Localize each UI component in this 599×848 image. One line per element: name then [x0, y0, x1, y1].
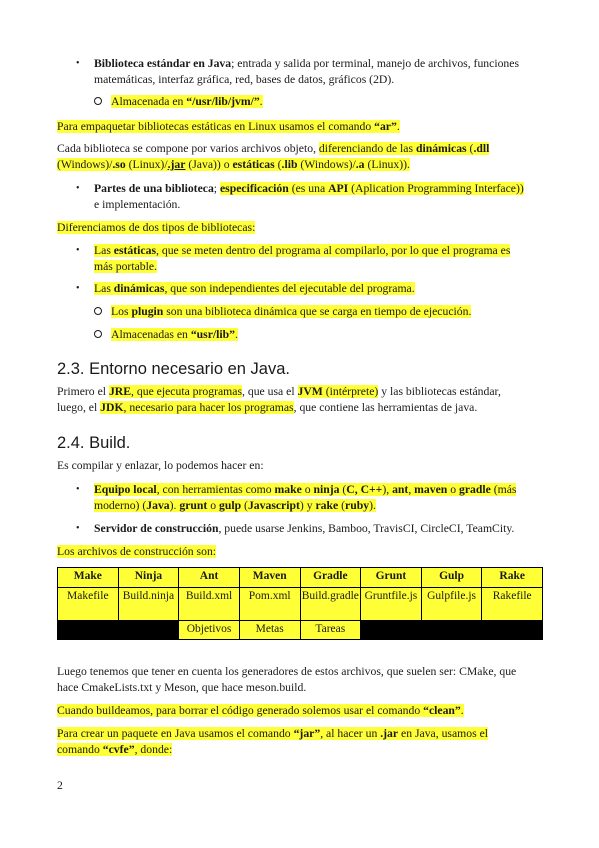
paragraph-build-files: Los archivos de construcción son:	[57, 545, 217, 558]
table-cell: Build.ninja	[118, 588, 179, 621]
bullet-library-parts: Partes de una biblioteca; especificación (es una API (Aplication Programming Interface)) e implementación.	[94, 182, 524, 211]
bullet-java-stdlib: Biblioteca estándar en Java; entrada y salida por terminal, manejo de archivos, funciones matemáticas, interfaz gráfica, red, bases de datos, gráficos (2D).	[94, 57, 519, 86]
heading-2-4: 2.4. Build.	[57, 434, 131, 452]
paragraph-ar: Para empaquetar bibliotecas estáticas en Linux usamos el comando “ar”.	[57, 120, 400, 133]
bullet-static: Las estáticas, que se meten dentro del programa al compilarlo, por lo que el programa es más portable.	[94, 244, 511, 273]
table-cell: Pom.xml	[239, 588, 300, 621]
table-cell-empty	[421, 621, 482, 640]
build-files-table	[57, 567, 543, 640]
table-header-cell: Rake	[482, 568, 543, 588]
table-cell: Build.gradle	[300, 588, 361, 621]
sub-bullet-plugin: Los plugin son una biblioteca dinámica que se carga en tiempo de ejecución.	[111, 305, 472, 318]
page-number: 2	[57, 779, 63, 792]
table-cell-empty	[118, 621, 179, 640]
bullet-dot: •	[76, 484, 80, 495]
sub-bullet-usr-lib: Almacenadas en “usr/lib”.	[111, 328, 238, 341]
bullet-dot: •	[76, 283, 80, 294]
table-cell-empty	[361, 621, 422, 640]
bullet-circle	[94, 97, 102, 105]
paragraph-composition: Cada biblioteca se compone por varios archivos objeto, diferenciando de las dinámicas (.dll (Windows)/.so (Linux)/.jar (Java)) o estáticas (.lib (Windows)/.a (Linux)).	[57, 142, 490, 171]
table-cell: Rakefile	[482, 588, 543, 621]
table-cell: Objetivos	[179, 621, 240, 640]
table-row	[58, 621, 543, 640]
paragraph-jar: Para crear un paquete en Java usamos el comando “jar”, al hacer un .jar en Java, usamos el comando “cvfe”, donde:	[57, 727, 488, 756]
table-cell-empty	[58, 621, 119, 640]
paragraph-jre-jdk: Primero el JRE, que ejecuta programas, que usa el JVM (intérprete) y las bibliotecas estándar, luego, el JDK, necesario para hacer los programas, que contiene las herramientas de java.	[57, 385, 501, 414]
heading-2-3: 2.3. Entorno necesario en Java.	[57, 360, 290, 378]
table-header-cell: Grunt	[361, 568, 422, 588]
table-cell: Makefile	[58, 588, 119, 621]
bullet-circle	[94, 330, 102, 338]
table-cell: Gulpfile.js	[421, 588, 482, 621]
bullet-dot: •	[76, 58, 80, 69]
paragraph-library-types: Diferenciamos de dos tipos de bibliotecas:	[57, 221, 256, 234]
table-header-cell: Gradle	[300, 568, 361, 588]
bullet-circle	[94, 307, 102, 315]
table-cell: Gruntfile.js	[361, 588, 422, 621]
bullet-dynamic: Las dinámicas, que son independientes del ejecutable del programa.	[94, 282, 415, 295]
bullet-local-equipment: Equipo local, con herramientas como make o ninja (C, C++), ant, maven o gradle (más moderno) (Java). grunt o gulp (Javascript) y rake (ruby).	[94, 483, 517, 512]
table-header-row	[58, 568, 543, 588]
table-cell-empty	[482, 621, 543, 640]
bullet-build-server: Servidor de construcción, puede usarse Jenkins, Bamboo, TravisCI, CircleCI, TeamCity.	[94, 522, 515, 535]
bullet-dot: •	[76, 183, 80, 194]
table-row	[58, 588, 543, 621]
paragraph-build-intro: Es compilar y enlazar, lo podemos hacer en:	[57, 459, 264, 472]
table-header-cell: Make	[58, 568, 119, 588]
table-cell: Tareas	[300, 621, 361, 640]
bullet-dot: •	[76, 245, 80, 256]
table-header-cell: Maven	[239, 568, 300, 588]
table-header-cell: Ninja	[118, 568, 179, 588]
table-cell: Metas	[239, 621, 300, 640]
table-header-cell: Ant	[179, 568, 240, 588]
bullet-dot: •	[76, 523, 80, 534]
sub-bullet-jvm-path: Almacenada en “/usr/lib/jvm/”.	[111, 95, 263, 108]
paragraph-clean: Cuando buildeamos, para borrar el código generado solemos usar el comando “clean”.	[57, 704, 464, 717]
table-header-cell: Gulp	[421, 568, 482, 588]
paragraph-generators: Luego tenemos que tener en cuenta los generadores de estos archivos, que suelen ser: CMake, que hace CmakeLists.txt y Meson, que hace meson.build.	[57, 665, 517, 694]
table-cell: Build.xml	[179, 588, 240, 621]
